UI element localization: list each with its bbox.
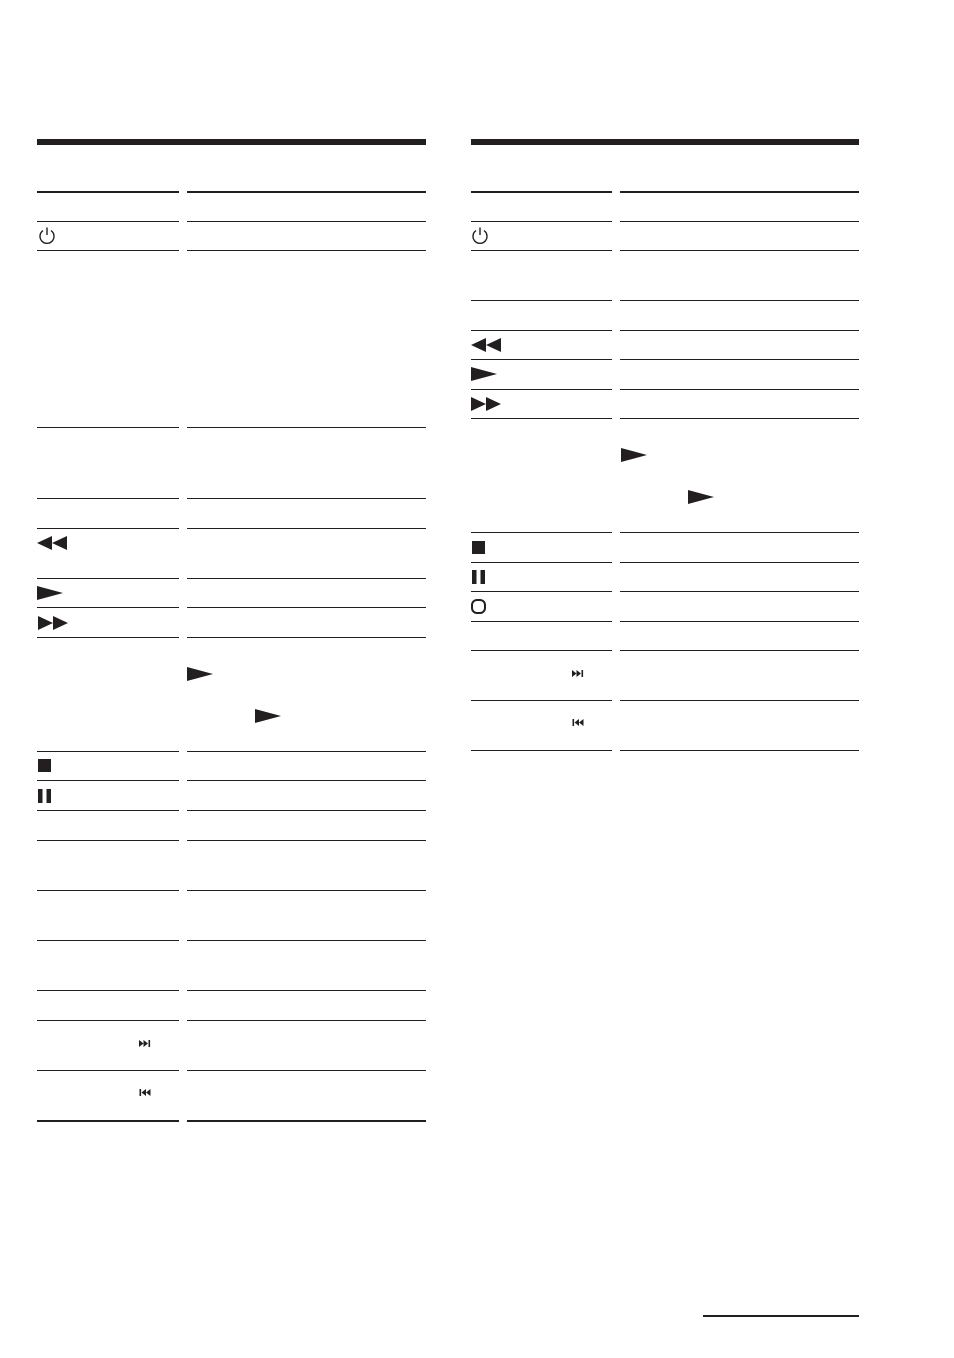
previous-track-icon <box>139 1089 151 1096</box>
power-icon <box>37 226 57 246</box>
power-icon <box>470 226 490 246</box>
play-icon <box>255 709 281 723</box>
play-icon <box>187 667 213 681</box>
stop-icon <box>38 759 51 772</box>
fast-forward-icon <box>38 615 68 631</box>
rewind-icon <box>471 337 501 353</box>
record-icon <box>471 599 486 614</box>
right-table-header-bar <box>471 139 859 145</box>
play-icon <box>37 586 63 600</box>
left-col2-header-rule <box>187 191 426 193</box>
play-icon <box>688 490 714 504</box>
pause-icon <box>472 570 486 584</box>
footer-rule <box>703 1315 859 1317</box>
previous-track-icon <box>572 719 584 726</box>
right-col1-header-rule <box>471 191 612 193</box>
next-track-icon <box>572 670 584 677</box>
left-table-header-bar <box>37 139 426 145</box>
rewind-icon <box>37 535 67 551</box>
next-track-icon <box>139 1040 151 1047</box>
stop-icon <box>472 541 485 554</box>
play-icon <box>471 367 497 381</box>
pause-icon <box>38 789 52 803</box>
fast-forward-icon <box>471 396 501 412</box>
play-icon <box>621 448 647 462</box>
right-col2-header-rule <box>620 191 859 193</box>
left-col1-header-rule <box>37 191 179 193</box>
